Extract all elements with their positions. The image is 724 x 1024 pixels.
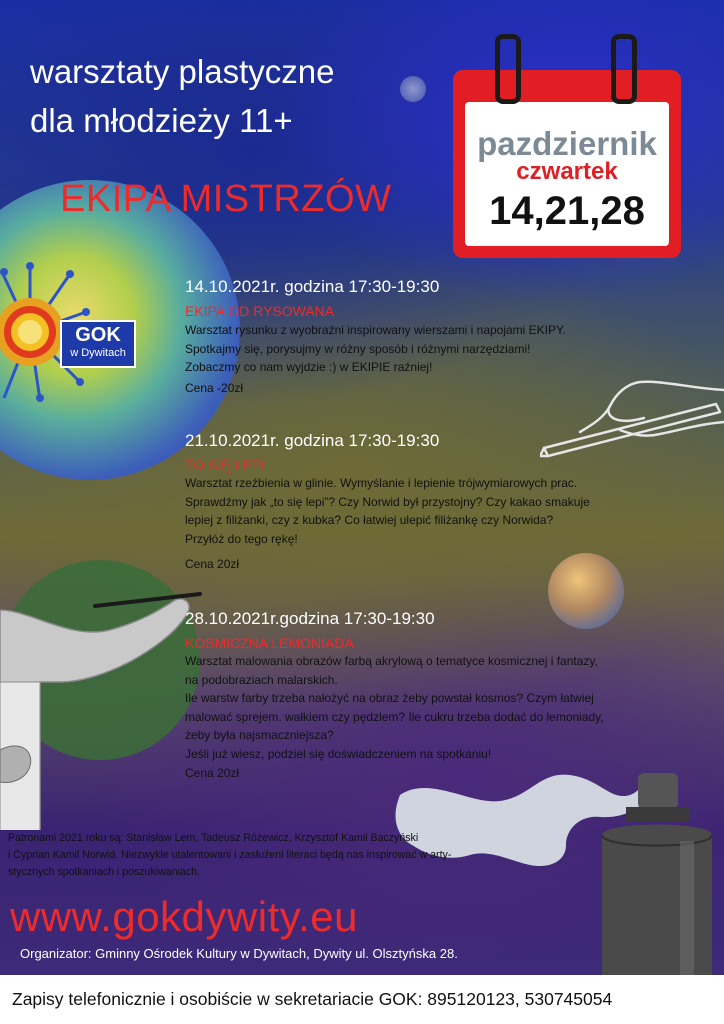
event-3-description-line: żeby była najsmaczniejsza? <box>185 728 334 743</box>
calendar-weekday: czwartek <box>516 158 618 185</box>
event-1-description-line: Spotkajmy się, porysujmy w różny sposób i różnymi narzędziami! <box>185 341 531 356</box>
event-1-description-line: Zobaczmy co nam wyjdzie :) w EKIPIE raźniej! <box>185 360 433 375</box>
patrons-note-line: i Cyprian Kamil Norwid. Niezwykle utalentowani i zasłużeni literaci będą nas inspirować w arty- <box>8 849 452 861</box>
small-moon-image <box>400 76 426 102</box>
gok-logo-box <box>60 320 136 368</box>
calendar-ring-right-icon <box>611 34 637 104</box>
poster-title-line-1: warsztaty plastyczne <box>30 53 335 90</box>
patrons-note <box>8 830 568 881</box>
event-3-description-line: Warsztat malowania obrazów farbą akrylową o tematyce kosmicznej i fantazy, <box>185 654 598 668</box>
event-3-description-line: Jeśli już wiesz, podziel się doświadczeniem na spotkaniu! <box>185 746 492 761</box>
calendar-dates: 14,21,28 <box>489 189 645 233</box>
poster-event-name: EKIPA MISTRZÓW <box>60 178 392 220</box>
drawing-hand-pencil-icon <box>540 360 724 470</box>
event-2-description-line: Przyłóż do tego rękę! <box>185 531 298 546</box>
website-url: www.gokdywity.eu <box>10 893 359 940</box>
event-2-description <box>185 474 590 548</box>
event-1-date-time: 14.10.2021r. godzina 17:30-19:30 <box>185 277 440 296</box>
event-1-description-line: Warsztat rysunku z wyobraźni inspirowany wierszami i napojami EKIPY. <box>185 323 566 337</box>
poster-title-line-2: dla młodzieży 11+ <box>30 102 293 139</box>
event-3-description <box>185 652 604 764</box>
event-2-description-line: Sprawdźmy jak „to się lepi”? Czy Norwid był przystojny? Czy kakao smakuje <box>185 494 590 509</box>
organizer-info: Organizator: Gminny Ośrodek Kultury w Dywitach, Dywity ul. Olsztyńska 28. <box>20 946 458 961</box>
calendar-page <box>465 102 669 246</box>
event-1-price: Cena -20zł <box>185 381 244 395</box>
event-1-title: EKIPA OD RYSOWANA <box>185 303 335 319</box>
patrons-note-line: Patronami 2021 roku są: Stanisław Lem, Tadeusz Różewicz, Krzysztof Kamil Baczyński <box>8 832 419 844</box>
event-2-description-line: lepiej z filiżanki, czy z kubka? Co łatwiej ulepić filiżankę czy Norwida? <box>185 513 554 528</box>
event-3-description-line: malować sprejem. wałkiem czy pędzlem? Ile cukru trzeba dodać do lemoniady, <box>185 709 604 724</box>
event-3-date-time: 28.10.2021r.godzina 17:30-19:30 <box>185 609 435 628</box>
gok-logo-name: GOK <box>75 324 121 346</box>
event-2-title: TO SIĘ LEPI <box>185 457 265 473</box>
event-2-date-time: 21.10.2021r. godzina 17:30-19:30 <box>185 431 440 450</box>
event-2-description-line: Warsztat rzeźbienia w glinie. Wymyślanie i lepienie trójwymiarowych prac. <box>185 476 578 490</box>
event-1-description <box>185 321 566 377</box>
painting-arm-brush-icon <box>0 570 205 830</box>
registration-contact: Zapisy telefonicznie i osobiście w sekretariacie GOK: 895120123, 530745054 <box>12 989 613 1009</box>
calendar-icon <box>453 70 681 258</box>
event-3-price: Cena 20zł <box>185 766 240 780</box>
event-3-description-line: Ile warstw farby trzeba nałożyć na obraz żeby powstał kosmos? Czym łatwiej <box>185 691 594 706</box>
event-2-price: Cena 20zł <box>185 557 240 571</box>
calendar-month: pazdziernik <box>477 125 657 162</box>
event-3-description-line: na podobraziach malarskich. <box>185 672 338 687</box>
gok-logo-subtitle: w Dywitach <box>70 347 126 359</box>
small-planet-image <box>548 553 624 629</box>
calendar-ring-left-icon <box>495 34 521 104</box>
event-3-title: KOSMICZNA LEMONIADA <box>185 635 354 651</box>
patrons-note-line: stycznych spotkaniach i poszukiwaniach. <box>8 866 200 878</box>
